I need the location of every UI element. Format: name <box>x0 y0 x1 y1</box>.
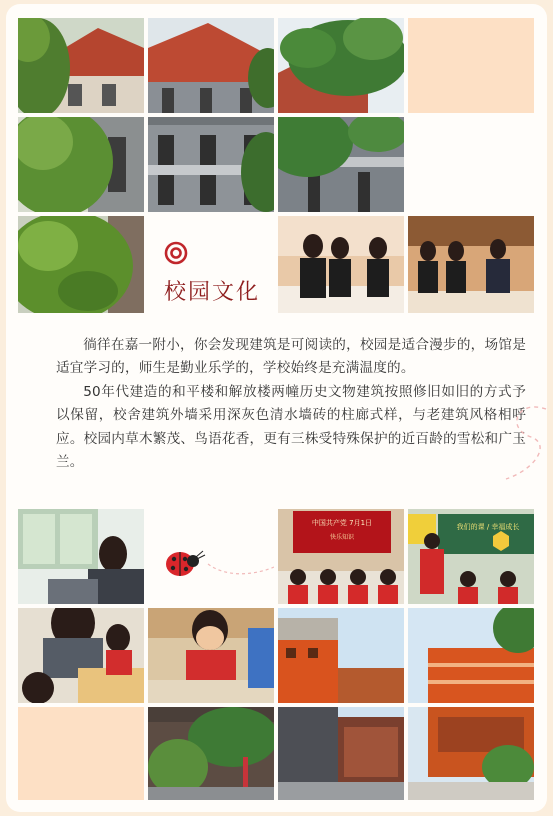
photo-courtyard-garden <box>148 707 274 800</box>
ladybug-decoration-tile <box>148 509 274 604</box>
decorative-peach-block <box>408 18 534 113</box>
decorative-peach-block-bottom <box>18 707 144 800</box>
photo-historic-building-roof-left <box>18 18 144 113</box>
photo-teachers-seated-left <box>278 216 404 313</box>
photo-teacher-classroom <box>408 509 534 604</box>
section-title: 校园文化 <box>164 280 261 305</box>
photo-modern-building-orange <box>278 608 404 703</box>
photo-historic-building-roof-mid <box>148 18 274 113</box>
intro-paragraph-2: 50年代建造的和平楼和解放楼两幢历史文物建筑按照修旧如旧的方式予以保留，校舍建筑外墙采用深灰色清水墙砖的柱廊式样，与老建筑风格相呼应。校园内草木繁茂、鸟语花香，更有三株受特殊保护的近百龄的雪松和广玉兰。 <box>56 383 526 471</box>
photo-students-slide <box>278 509 404 604</box>
slide-subtitle: 快乐知识 <box>329 534 355 541</box>
section-title-block <box>154 225 282 313</box>
photo-building-balcony <box>148 117 274 212</box>
photo-boy-drawing <box>148 608 274 703</box>
photo-orange-building-tree <box>408 608 534 703</box>
intro-paragraph-1: 徜徉在嘉一附小，你会发现建筑是可阅读的，校园是适合漫步的，场馆是适宜学习的，师生是勤业乐学的，学校始终是充满温度的。 <box>56 337 526 377</box>
intro-text <box>56 334 526 474</box>
photo-classroom-window <box>18 509 144 604</box>
photo-building-pine-trees <box>278 117 404 212</box>
photo-tree-foliage <box>18 216 144 313</box>
photo-orange-facade-path <box>408 707 534 800</box>
photo-historic-building-pine-right <box>278 18 404 113</box>
photo-modern-building-grey <box>278 707 404 800</box>
photo-tree-left <box>18 117 144 212</box>
photo-teachers-seated-right <box>408 216 534 313</box>
board-text: 我们的课 / 幸福成长 <box>456 523 520 531</box>
ring-icon <box>164 241 188 265</box>
ladybug-icon <box>148 509 274 604</box>
slide-title: 中国共产党 7月1日 <box>311 519 373 527</box>
photo-teacher-helping-student <box>18 608 144 703</box>
page <box>6 4 547 812</box>
